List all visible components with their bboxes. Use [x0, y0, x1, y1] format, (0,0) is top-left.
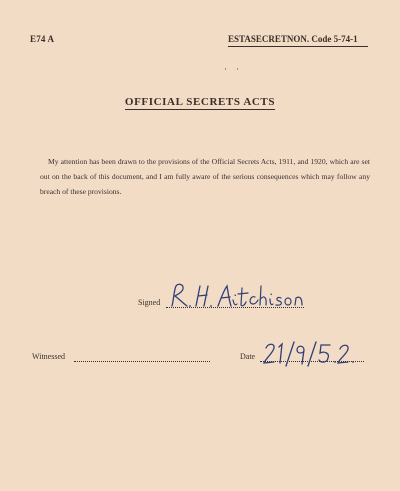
- reference-underline: [228, 46, 368, 47]
- date-block: [240, 338, 370, 368]
- handwritten-date: [260, 338, 366, 368]
- reference-code-text: ESTASECRETNON. Code 5-74-1: [228, 34, 358, 44]
- document-title: [0, 96, 400, 108]
- witnessed-label: Witnessed: [32, 352, 66, 361]
- document-title-text: OFFICIAL SECRETS ACTS: [124, 96, 276, 108]
- handwritten-signature: [164, 280, 310, 310]
- witness-block: [32, 340, 212, 370]
- paper-specks: · ·: [224, 64, 239, 74]
- signature-block: [138, 280, 308, 310]
- date-label: Date: [240, 352, 256, 361]
- form-code: E74 A: [30, 34, 55, 44]
- declaration-text: My attention has been drawn to the provisions of the Official Secrets Acts, 1911, and 1920, which are set out on the back of this document, and I am fully aware of the serious consequences which may follow any breach of these provisions.: [40, 157, 370, 196]
- witness-signature-line[interactable]: [74, 361, 210, 362]
- reference-code: [228, 34, 358, 44]
- signed-label: Signed: [138, 298, 161, 307]
